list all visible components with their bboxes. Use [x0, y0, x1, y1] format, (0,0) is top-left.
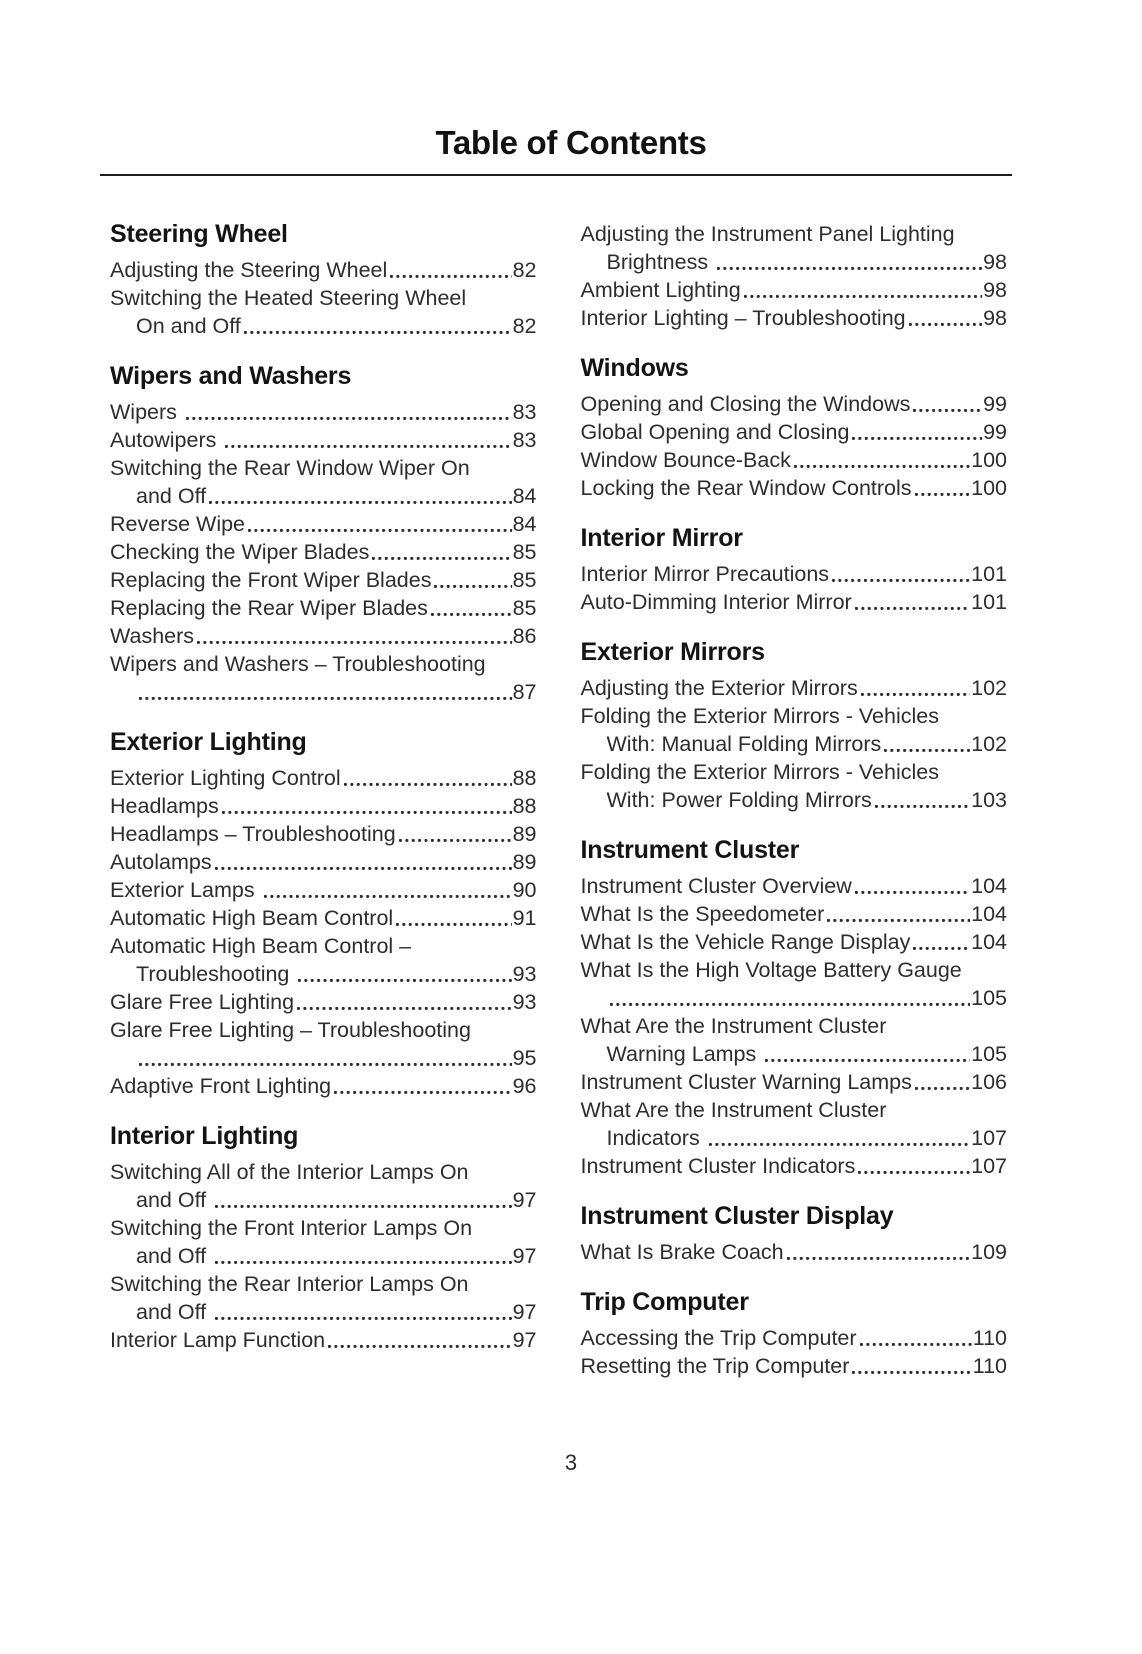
toc-entry-line [110, 1214, 537, 1242]
toc-entry [581, 900, 1008, 928]
dot-leader [344, 783, 512, 786]
toc-entry [110, 764, 537, 792]
entry-title: Headlamps – Troubleshooting [110, 822, 396, 846]
toc-entry [110, 454, 537, 510]
entry-title-continuation: Brightness [606, 250, 715, 274]
dot-leader [197, 641, 512, 644]
entry-title: Switching the Rear Interior Lamps On [110, 1272, 469, 1296]
entry-page-number: 88 [512, 794, 537, 818]
dot-leader [744, 295, 982, 298]
toc-entry-line [110, 622, 537, 650]
entry-title: Ambient Lighting [580, 278, 741, 302]
toc-entry-line [581, 702, 1008, 730]
entry-title-continuation: and Off [136, 1244, 213, 1268]
entry-title: Exterior Lighting Control [110, 766, 341, 790]
entry-title: Interior Lamp Function [110, 1328, 326, 1352]
toc-entry [110, 876, 537, 904]
entry-title: Washers [110, 624, 195, 648]
toc-entry-line [110, 538, 537, 566]
toc-entry-line [581, 1040, 1008, 1068]
toc-entry [581, 418, 1008, 446]
dot-leader [610, 1003, 971, 1006]
toc-entry [581, 1012, 1008, 1068]
toc-section [581, 638, 1008, 814]
entry-page-number: 101 [971, 562, 1007, 586]
entry-page-number: 109 [971, 1240, 1007, 1264]
toc-entry [110, 538, 537, 566]
entry-page-number: 104 [971, 874, 1007, 898]
dot-leader [215, 1261, 511, 1264]
entry-page-number: 89 [512, 850, 537, 874]
toc-entry-line [581, 304, 1008, 332]
entry-title: What Is the High Voltage Battery Gauge [580, 958, 962, 982]
entry-title: What Is Brake Coach [580, 1240, 784, 1264]
entry-title-continuation: On and Off [136, 314, 241, 338]
toc-entry-line [110, 876, 537, 904]
entry-page-number: 91 [512, 906, 537, 930]
toc-entry-line [581, 588, 1008, 616]
toc-entry [581, 1238, 1008, 1266]
toc-entry-line [581, 560, 1008, 588]
toc-entry [110, 1072, 537, 1100]
entry-title: Adjusting the Exterior Mirrors [580, 676, 858, 700]
toc-entry [110, 622, 537, 650]
entry-page-number: 99 [983, 392, 1007, 416]
dot-leader [913, 409, 982, 412]
entry-page-number: 86 [512, 624, 537, 648]
toc-section [110, 362, 537, 706]
entry-title-continuation: and Off [136, 1300, 213, 1324]
entry-page-number: 110 [972, 1354, 1007, 1378]
entry-page-number: 102 [971, 732, 1007, 756]
toc-entry-line [581, 758, 1008, 786]
dot-leader [852, 1371, 971, 1374]
entry-title-continuation: and Off [136, 484, 207, 508]
section-heading: Interior Lighting [110, 1122, 299, 1150]
entry-page-number: 104 [971, 902, 1007, 926]
dot-leader [915, 493, 971, 496]
toc-entry [110, 256, 537, 284]
toc-entry-line [110, 904, 537, 932]
toc-entry-line [581, 276, 1008, 304]
entry-title: Folding the Exterior Mirrors - Vehicles [580, 760, 939, 784]
entry-page-number: 88 [512, 766, 537, 790]
entry-page-number: 100 [971, 448, 1007, 472]
toc-entry [581, 1324, 1008, 1352]
toc-entry-line [110, 988, 537, 1016]
entry-page-number: 89 [512, 822, 537, 846]
dot-leader [765, 1059, 970, 1062]
toc-entry [110, 1158, 537, 1214]
entry-title: Instrument Cluster Overview [580, 874, 852, 898]
dot-leader [139, 697, 512, 700]
toc-entry-line [581, 446, 1008, 474]
entry-title: Folding the Exterior Mirrors - Vehicles [580, 704, 939, 728]
toc-entry [110, 1016, 537, 1072]
entry-title: Adaptive Front Lighting [110, 1074, 332, 1098]
dot-leader [913, 947, 970, 950]
toc-section [581, 836, 1008, 1180]
dot-leader [852, 437, 982, 440]
toc-entry-line [581, 928, 1008, 956]
toc-entry-line [581, 1068, 1008, 1096]
section-heading: Instrument Cluster Display [580, 1202, 894, 1230]
toc-entry-line [581, 730, 1008, 758]
entry-title: Locking the Rear Window Controls [580, 476, 912, 500]
toc-entry-line [581, 1152, 1008, 1180]
entry-title: Checking the Wiper Blades [110, 540, 370, 564]
dot-leader [186, 417, 512, 420]
toc-entry [110, 1270, 537, 1326]
toc-entry [581, 446, 1008, 474]
toc-entry [110, 1214, 537, 1270]
entry-title-continuation: With: Power Folding Mirrors [606, 788, 872, 812]
toc-entry [581, 1352, 1008, 1380]
entry-page-number: 97 [512, 1300, 537, 1324]
toc-entry-line [581, 248, 1008, 276]
dot-leader [215, 1317, 511, 1320]
toc-entry-line [581, 786, 1008, 814]
entry-page-number: 85 [512, 540, 537, 564]
toc-entry-line [581, 418, 1008, 446]
entry-page-number: 90 [512, 878, 537, 902]
toc-entry-line [581, 1238, 1008, 1266]
entry-title: Autolamps [110, 850, 212, 874]
entry-title: Switching the Front Interior Lamps On [110, 1216, 473, 1240]
entry-page-number: 83 [512, 428, 537, 452]
dot-leader [396, 923, 511, 926]
dot-leader [860, 1343, 972, 1346]
entry-title: Opening and Closing the Windows [580, 392, 911, 416]
toc-entry [581, 674, 1008, 702]
entry-title-continuation: and Off [136, 1188, 213, 1212]
entry-title-continuation: Troubleshooting [136, 962, 296, 986]
entry-page-number: 105 [971, 1042, 1007, 1066]
toc-entry-line [581, 1124, 1008, 1152]
entry-title: Switching the Heated Steering Wheel [110, 286, 467, 310]
dot-leader [297, 1007, 512, 1010]
toc-entry [110, 566, 537, 594]
entry-title: Global Opening and Closing [580, 420, 850, 444]
dot-leader [832, 579, 970, 582]
entry-page-number: 103 [971, 788, 1007, 812]
section-heading: Windows [580, 354, 689, 382]
toc-entry-line [581, 984, 1008, 1012]
entry-page-number: 97 [512, 1244, 537, 1268]
toc-entry-line [581, 220, 1008, 248]
section-heading: Exterior Lighting [110, 728, 307, 756]
entry-title: Window Bounce-Back [580, 448, 791, 472]
dot-leader [298, 979, 511, 982]
dot-leader [264, 895, 512, 898]
section-heading: Wipers and Washers [110, 362, 352, 390]
dot-leader [858, 1171, 970, 1174]
dot-leader [434, 585, 511, 588]
toc-section [110, 220, 537, 340]
toc-entry-line [110, 594, 537, 622]
toc-entry [110, 1326, 537, 1354]
entry-page-number: 85 [512, 568, 537, 592]
section-heading: Interior Mirror [580, 524, 743, 552]
dot-leader [139, 1063, 512, 1066]
dot-leader [915, 1087, 970, 1090]
dot-leader [855, 607, 970, 610]
entry-title-continuation: With: Manual Folding Mirrors [606, 732, 882, 756]
dot-leader [855, 891, 970, 894]
entry-page-number: 93 [512, 962, 537, 986]
entry-page-number: 85 [512, 596, 537, 620]
toc-entry [581, 1096, 1008, 1152]
toc-entry-line [110, 1044, 537, 1072]
entry-page-number: 98 [983, 278, 1007, 302]
toc-entry-line [110, 1242, 537, 1270]
entry-page-number: 107 [971, 1126, 1007, 1150]
toc-entry-line [110, 398, 537, 426]
dot-leader [399, 839, 512, 842]
toc-entry [581, 390, 1008, 418]
toc-entry-line [110, 284, 537, 312]
entry-page-number: 84 [512, 484, 537, 508]
toc-entry [110, 510, 537, 538]
entry-page-number: 110 [972, 1326, 1007, 1350]
toc-entry-line [110, 678, 537, 706]
toc-entry [581, 928, 1008, 956]
entry-title: Adjusting the Steering Wheel [110, 258, 388, 282]
entry-page-number: 93 [512, 990, 537, 1014]
toc-entry [581, 758, 1008, 814]
toc-entry-line [581, 872, 1008, 900]
entry-title-continuation: Warning Lamps [606, 1042, 763, 1066]
dot-leader [390, 275, 511, 278]
entry-page-number: 97 [512, 1188, 537, 1212]
entry-title: Wipers [110, 400, 183, 424]
section-heading: Trip Computer [580, 1288, 749, 1316]
toc-entry [110, 904, 537, 932]
toc-section [581, 1288, 1008, 1380]
entry-title: Replacing the Front Wiper Blades [110, 568, 432, 592]
toc-entry [110, 988, 537, 1016]
entry-title: Switching All of the Interior Lamps On [110, 1160, 469, 1184]
dot-leader [861, 693, 970, 696]
toc-entry [581, 1152, 1008, 1180]
toc-entry-line [110, 510, 537, 538]
entry-title: Wipers and Washers – Troubleshooting [110, 652, 486, 676]
toc-entry-line [110, 1326, 537, 1354]
toc-entry-line [110, 256, 537, 284]
toc-entry [110, 932, 537, 988]
dot-leader [709, 1143, 970, 1146]
toc-entry-line [581, 1096, 1008, 1124]
entry-page-number: 99 [983, 420, 1007, 444]
toc-entry-line [581, 474, 1008, 502]
toc-entry-line [110, 1016, 537, 1044]
dot-leader [244, 331, 512, 334]
toc-entry [581, 956, 1008, 1012]
toc-entry [581, 276, 1008, 304]
dot-leader [248, 529, 512, 532]
dot-leader [215, 867, 512, 870]
toc-entry-line [581, 900, 1008, 928]
toc-section [581, 1202, 1008, 1266]
entry-title: Headlamps [110, 794, 219, 818]
toc-entry-line [110, 312, 537, 340]
toc-entry [581, 560, 1008, 588]
entry-page-number: 107 [971, 1154, 1007, 1178]
dot-leader [222, 811, 512, 814]
toc-entry-line [110, 650, 537, 678]
dot-leader [787, 1257, 970, 1260]
toc-entry-line [110, 932, 537, 960]
page-header [0, 0, 1142, 176]
page-title: Table of Contents [435, 124, 707, 161]
toc-entry-line [110, 482, 537, 510]
entry-page-number: 96 [512, 1074, 537, 1098]
toc-entry-line [110, 820, 537, 848]
toc-entry [581, 872, 1008, 900]
toc-entry [110, 594, 537, 622]
entry-title: Adjusting the Instrument Panel Lighting [580, 222, 955, 246]
toc-entry [110, 820, 537, 848]
toc-section [581, 354, 1008, 502]
toc-column-left [110, 220, 537, 1402]
toc-entry [110, 284, 537, 340]
toc-entry-line [581, 390, 1008, 418]
toc-entry [581, 1068, 1008, 1096]
toc-entry [110, 792, 537, 820]
dot-leader [909, 323, 982, 326]
dot-leader [215, 1205, 511, 1208]
entry-title-continuation: Indicators [606, 1126, 706, 1150]
entry-page-number: 83 [512, 400, 537, 424]
entry-page-number: 87 [512, 680, 537, 704]
entry-title: Automatic High Beam Control – [110, 934, 412, 958]
toc-entry-line [581, 956, 1008, 984]
toc-columns [0, 176, 1142, 1402]
entry-page-number: 101 [971, 590, 1007, 614]
dot-leader [827, 919, 970, 922]
entry-title: Reverse Wipe [110, 512, 246, 536]
entry-title: Automatic High Beam Control [110, 906, 394, 930]
toc-entry [110, 398, 537, 426]
entry-page-number: 82 [512, 314, 537, 338]
dot-leader [334, 1091, 511, 1094]
dot-leader [884, 749, 970, 752]
toc-entry [110, 848, 537, 876]
toc-entry-line [110, 454, 537, 482]
entry-title: What Is the Speedometer [580, 902, 825, 926]
toc-entry [110, 650, 537, 706]
entry-title: Instrument Cluster Warning Lamps [580, 1070, 912, 1094]
dot-leader [431, 613, 512, 616]
entry-title: Exterior Lamps [110, 878, 261, 902]
entry-title: Auto-Dimming Interior Mirror [580, 590, 852, 614]
entry-page-number: 102 [971, 676, 1007, 700]
dot-leader [794, 465, 970, 468]
toc-entry-line [110, 960, 537, 988]
entry-page-number: 97 [512, 1328, 537, 1352]
entry-title: What Is the Vehicle Range Display [580, 930, 911, 954]
toc-entry-line [110, 1158, 537, 1186]
entry-page-number: 100 [971, 476, 1007, 500]
page-number: 3 [564, 1450, 578, 1475]
toc-entry [581, 304, 1008, 332]
dot-leader [372, 557, 511, 560]
toc-entry-line [110, 1072, 537, 1100]
entry-title: Switching the Rear Window Wiper On [110, 456, 470, 480]
dot-leader [875, 805, 970, 808]
dot-leader [717, 267, 982, 270]
toc-entry-line [581, 1352, 1008, 1380]
toc-section [581, 524, 1008, 616]
entry-title: What Are the Instrument Cluster [580, 1014, 887, 1038]
toc-entry [581, 220, 1008, 276]
entry-title: Autowipers [110, 428, 223, 452]
entry-title: Resetting the Trip Computer [580, 1354, 850, 1378]
entry-title: Interior Lighting – Troubleshooting [580, 306, 906, 330]
entry-title: What Are the Instrument Cluster [580, 1098, 887, 1122]
section-heading: Instrument Cluster [580, 836, 800, 864]
entry-page-number: 105 [971, 986, 1007, 1010]
toc-entry [110, 426, 537, 454]
entry-page-number: 98 [983, 250, 1007, 274]
section-heading: Exterior Mirrors [580, 638, 765, 666]
dot-leader [209, 501, 511, 504]
entry-page-number: 106 [971, 1070, 1007, 1094]
toc-section [110, 728, 537, 1100]
entry-page-number: 82 [512, 258, 537, 282]
section-heading: Steering Wheel [110, 220, 288, 248]
dot-leader [225, 445, 511, 448]
entry-title: Glare Free Lighting [110, 990, 295, 1014]
dot-leader [328, 1345, 511, 1348]
toc-entry [581, 588, 1008, 616]
toc-entry-line [110, 764, 537, 792]
toc-entry-line [110, 1298, 537, 1326]
toc-entry [581, 474, 1008, 502]
toc-section [581, 220, 1008, 332]
toc-entry-line [110, 566, 537, 594]
toc-entry-line [581, 674, 1008, 702]
entry-page-number: 84 [512, 512, 537, 536]
toc-entry-line [110, 792, 537, 820]
entry-title: Accessing the Trip Computer [580, 1326, 857, 1350]
toc-section [110, 1122, 537, 1354]
entry-title: Instrument Cluster Indicators [580, 1154, 856, 1178]
toc-entry-line [110, 848, 537, 876]
toc-column-right [581, 220, 1008, 1402]
toc-entry-line [110, 426, 537, 454]
entry-title: Replacing the Rear Wiper Blades [110, 596, 428, 620]
toc-entry-line [110, 1186, 537, 1214]
entry-page-number: 98 [983, 306, 1007, 330]
entry-title: Interior Mirror Precautions [580, 562, 830, 586]
entry-page-number: 95 [512, 1046, 537, 1070]
toc-entry-line [581, 1012, 1008, 1040]
toc-entry-line [110, 1270, 537, 1298]
toc-entry-line [581, 1324, 1008, 1352]
entry-title: Glare Free Lighting – Troubleshooting [110, 1018, 471, 1042]
entry-page-number: 104 [971, 930, 1007, 954]
toc-entry [581, 702, 1008, 758]
